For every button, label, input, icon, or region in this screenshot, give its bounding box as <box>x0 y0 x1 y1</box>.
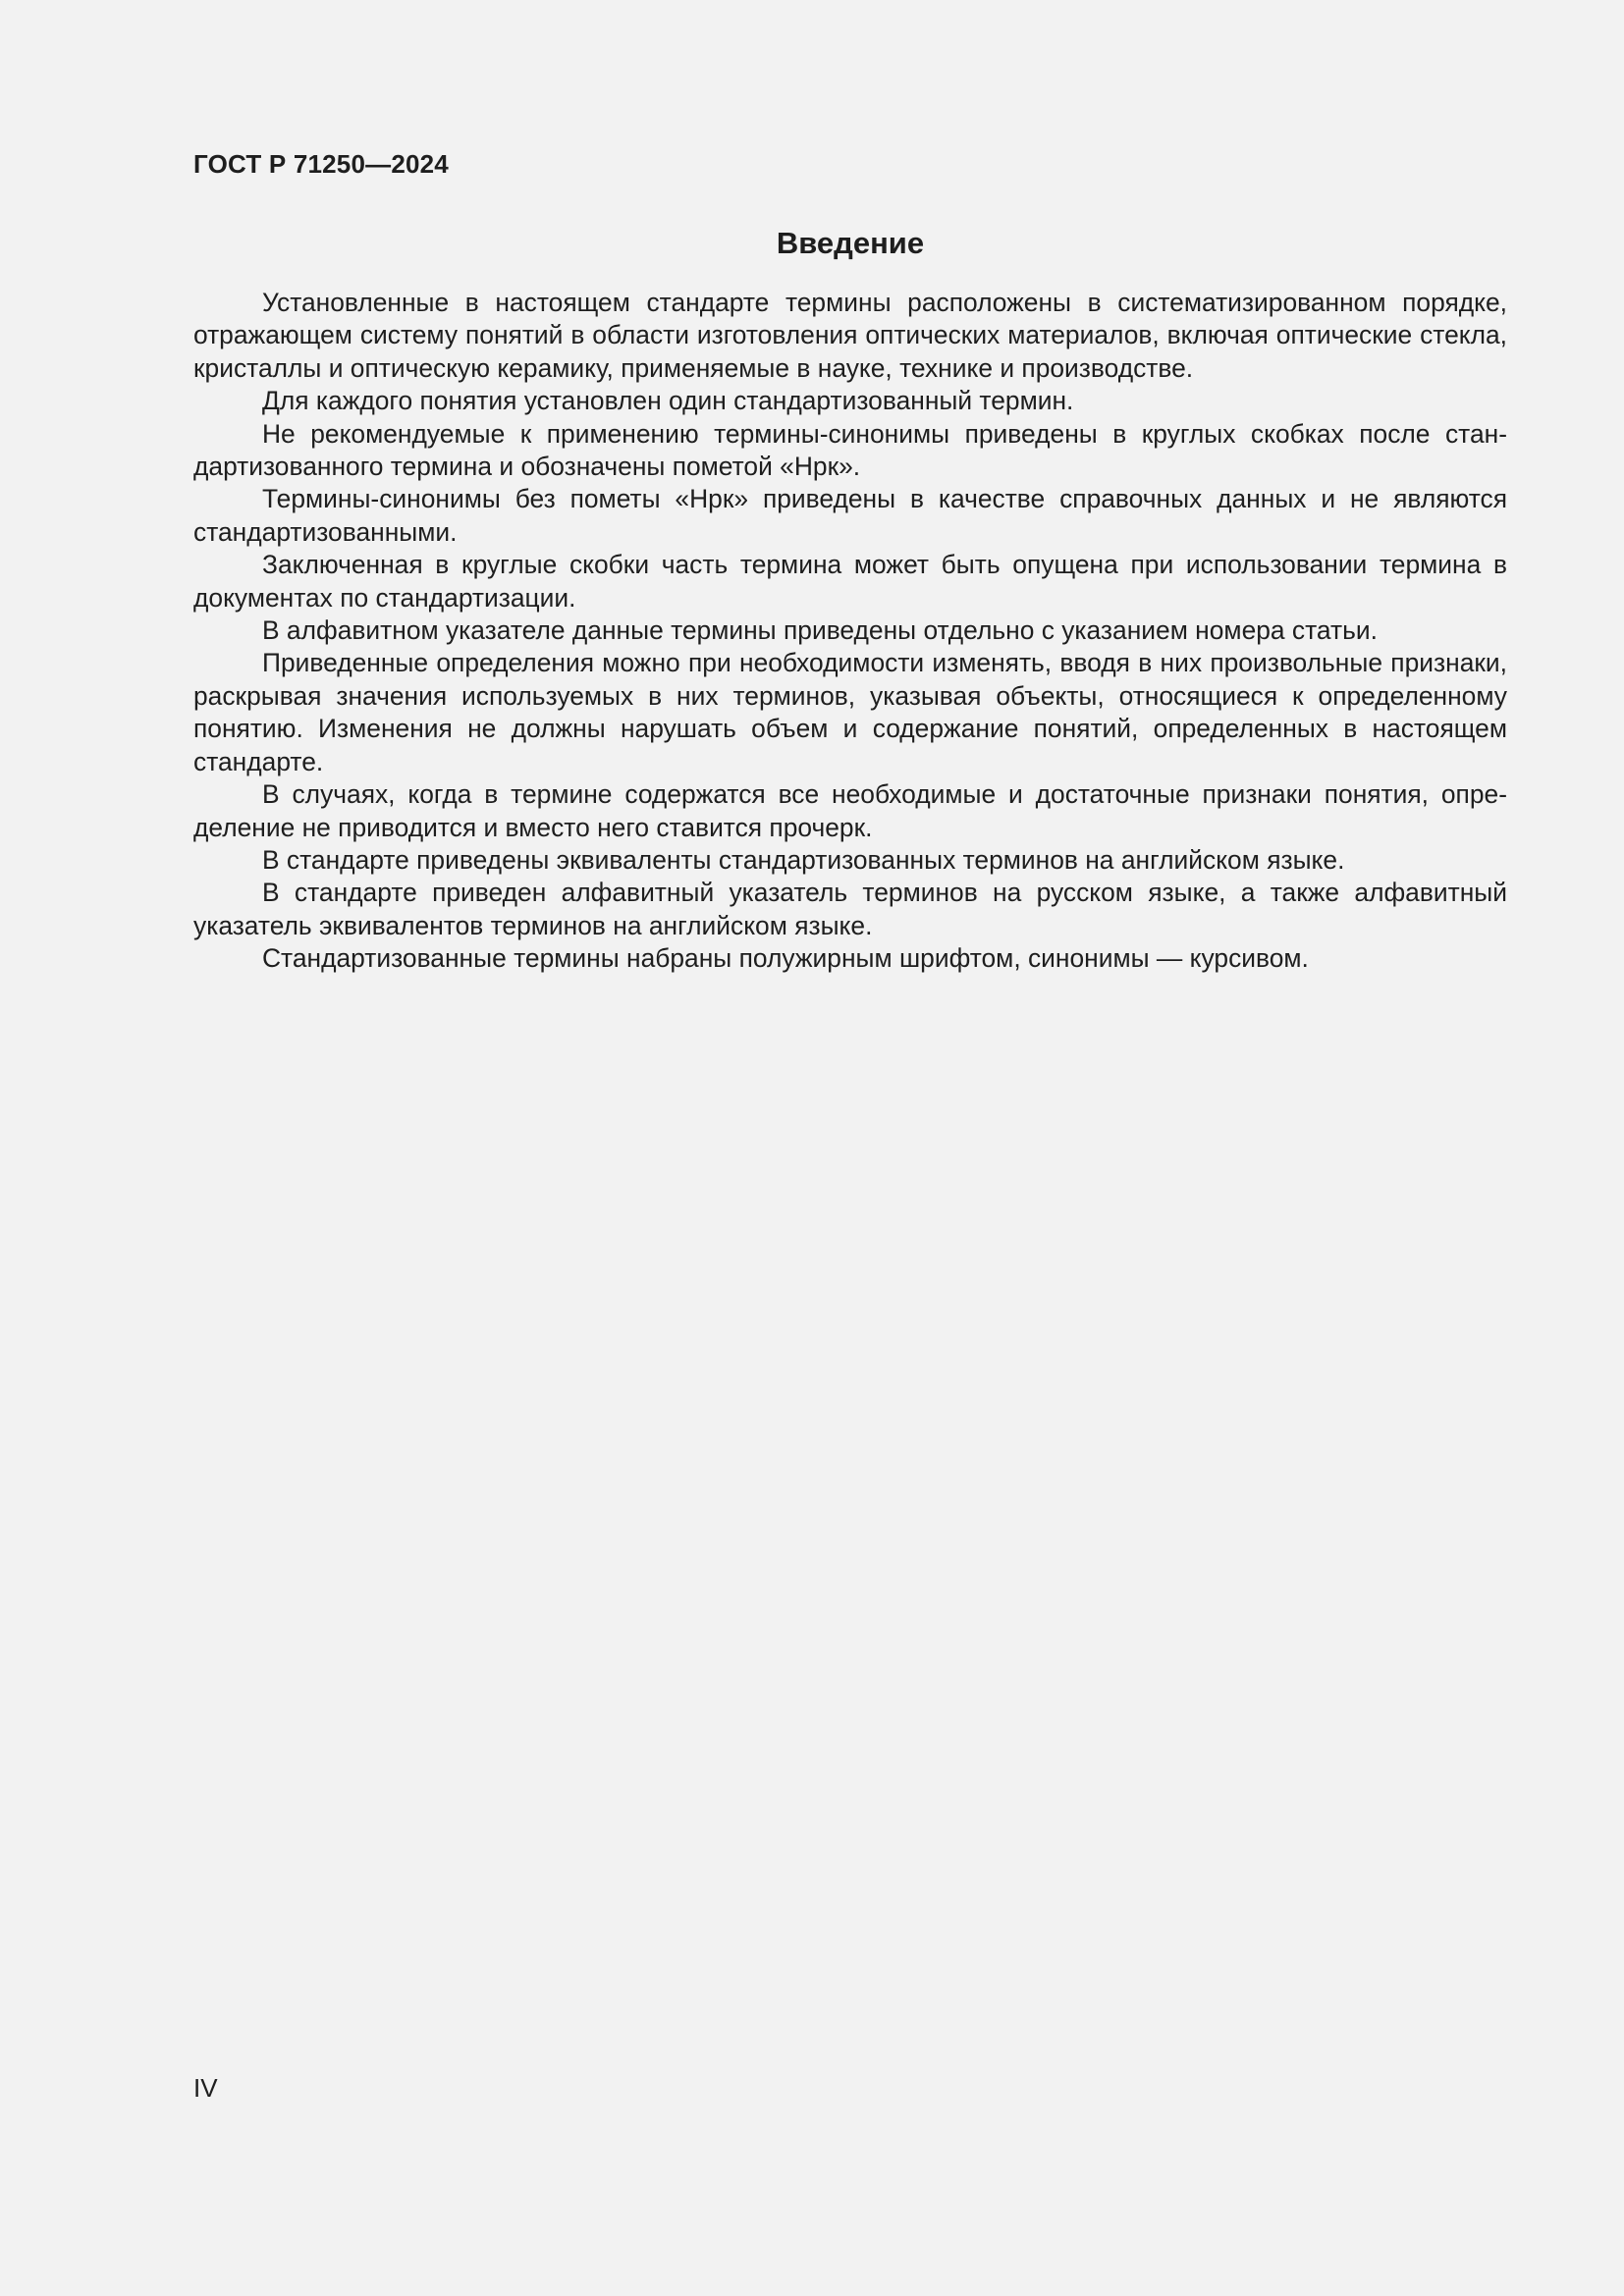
paragraph: Не рекомендуемые к применению термины-синонимы приведены в круглых скобках после стандартизованного термина и обозначены пометой «Нрк». <box>193 418 1507 482</box>
paragraph: Заключенная в круглые скобки часть термина может быть опущена при использовании термина в документах по стандартизации. <box>193 550 1507 613</box>
page-number: IV <box>193 2073 218 2103</box>
section-title: Введение <box>776 226 925 260</box>
paragraph: Приведенные определения можно при необходимости изменять, вводя в них произвольные признаки, раскрывая значения используемых в них терминов, указывая объекты, относящиеся к определенному понятию. Изменения не должны нарушать объем и содержание понятий, определенных в настоящем стандарте. <box>193 648 1507 776</box>
paragraph: Стандартизованные термины набраны полужирным шрифтом, синонимы — курсивом. <box>262 943 1309 974</box>
paragraph: Для каждого понятия установлен один стандартизованный термин. <box>262 386 1074 416</box>
paragraph: В стандарте приведены эквиваленты стандартизованных терминов на английском языке. <box>262 844 1345 875</box>
introduction-body <box>193 287 1507 976</box>
paragraph: Установленные в настоящем стандарте термины расположены в систематизированном порядке, отражающем систему понятий в области изготовления оптических материалов, включая оптические стекла, кристаллы и оптическую керамику, применяемые в науке, технике и производстве. <box>193 288 1507 383</box>
paragraph: В стандарте приведен алфавитный указатель терминов на русском языке, а также алфавитный указатель эквивалентов терминов на английском языке. <box>193 878 1507 940</box>
paragraph: В алфавитном указателе данные термины приведены отдельно с указанием номера статьи. <box>262 615 1378 646</box>
paragraph: В случаях, когда в термине содержатся все необходимые и достаточные признаки понятия, определение не приводится и вместо него ставится прочерк. <box>193 779 1507 842</box>
document-code: ГОСТ Р 71250—2024 <box>193 149 449 179</box>
paragraph: Термины-синонимы без пометы «Нрк» приведены в качестве справочных данных и не являются стандартизованными. <box>193 484 1507 547</box>
